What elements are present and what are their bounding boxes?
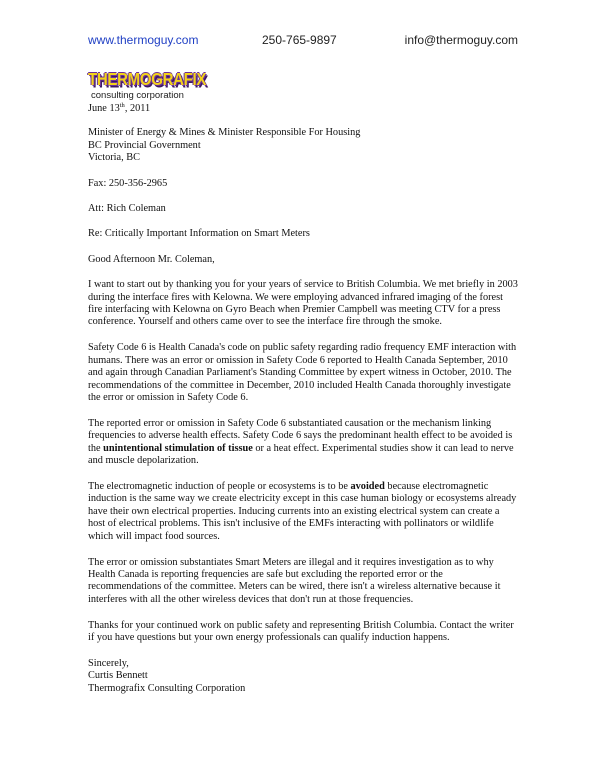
emphasis-text: avoided	[350, 481, 385, 493]
paragraph-1: I want to start out by thanking you for your years of service to British Columbia. We met briefly in 2003 during the interface fires with Kelowna. We were employing advanced infrared imaging of the forest fire interfacing with Kelowna on Gyro Beach when Premier Campbell was meeting CTV for a press conference. Yourself and others came over to see the interface fire through the smoke.	[88, 279, 518, 328]
logo-wordmark: THERMOGRAFIX	[88, 70, 207, 90]
email-address[interactable]: info@thermoguy.com	[404, 33, 518, 47]
subject-line: Re: Critically Important Information on Smart Meters	[88, 228, 310, 240]
signer-company: Thermografix Consulting Corporation	[88, 682, 246, 694]
signer-name: Curtis Bennett	[88, 670, 148, 682]
paragraph-6: Thanks for your continued work on public safety and representing British Columbia. Contact the writer if you have questions but your own energy professionals can qualify induction happens.	[88, 619, 514, 644]
paragraph-4: The electromagnetic induction of people or ecosystems is to be avoided because electromagnetic induction is the same way we create electricity except in this case human biology or ecosystems already have their own electrical properties. Inducing currents into an existing electrical system can create a host of electrical problems. This isn't inclusive of the EMFs interacting with pollinators or wildlife which will impact food sources.	[88, 481, 517, 542]
letter-date: June 13th, 2011	[88, 102, 151, 114]
letterhead-contact-bar	[88, 33, 518, 49]
paragraph-5: The error or omission substantiates Smart Meters are illegal and it requires investigation as to why Health Canada is reporting frequencies are safe but excluding the reported error or the recommendations of the committee. Meters can be wired, there isn't a wireless alternative because it interferes with all the other wireless devices that don't run at those frequencies.	[88, 556, 501, 605]
recipient-line: Victoria, BC	[88, 152, 141, 164]
company-logo	[88, 70, 207, 101]
letter-body	[88, 103, 518, 695]
website-link[interactable]: www.thermoguy.com	[88, 33, 199, 47]
recipient-address	[88, 127, 518, 164]
closing-salutation: Sincerely,	[88, 658, 129, 669]
emphasis-text: unintentional stimulation of tissue	[103, 442, 253, 454]
fax-line: Fax: 250-356-2965	[88, 177, 168, 189]
greeting: Good Afternoon Mr. Coleman,	[88, 253, 215, 265]
recipient-line: Minister of Energy & Mines & Minister Responsible For Housing	[88, 127, 361, 139]
paragraph-3: The reported error or omission in Safety Code 6 substantiated causation or the mechanism linking frequencies to adverse health effects. Safety Code 6 says the predominant health effect to be avoided is the unintentional stimulation of tissue or a heat effect. Experimental studies show it can lead to nerve and muscle depolarization.	[88, 417, 514, 467]
phone-number: 250-765-9897	[262, 33, 337, 47]
attention-line: Att: Rich Coleman	[88, 203, 166, 215]
paragraph-2: Safety Code 6 is Health Canada's code on public safety regarding radio frequency EMF interaction with humans. There was an error or omission in Safety Code 6 reported to Health Canada September, 2010 and again through Canadian Parliament's Standing Committee by expert witness in October, 2010. The recommendations of the committee in December, 2010 included Health Canada thoroughly investigate the error or omission in Safety Code 6.	[88, 342, 517, 403]
recipient-line: BC Provincial Government	[88, 139, 201, 151]
logo-subtitle: consulting corporation	[91, 90, 184, 101]
signature-block	[88, 658, 518, 695]
